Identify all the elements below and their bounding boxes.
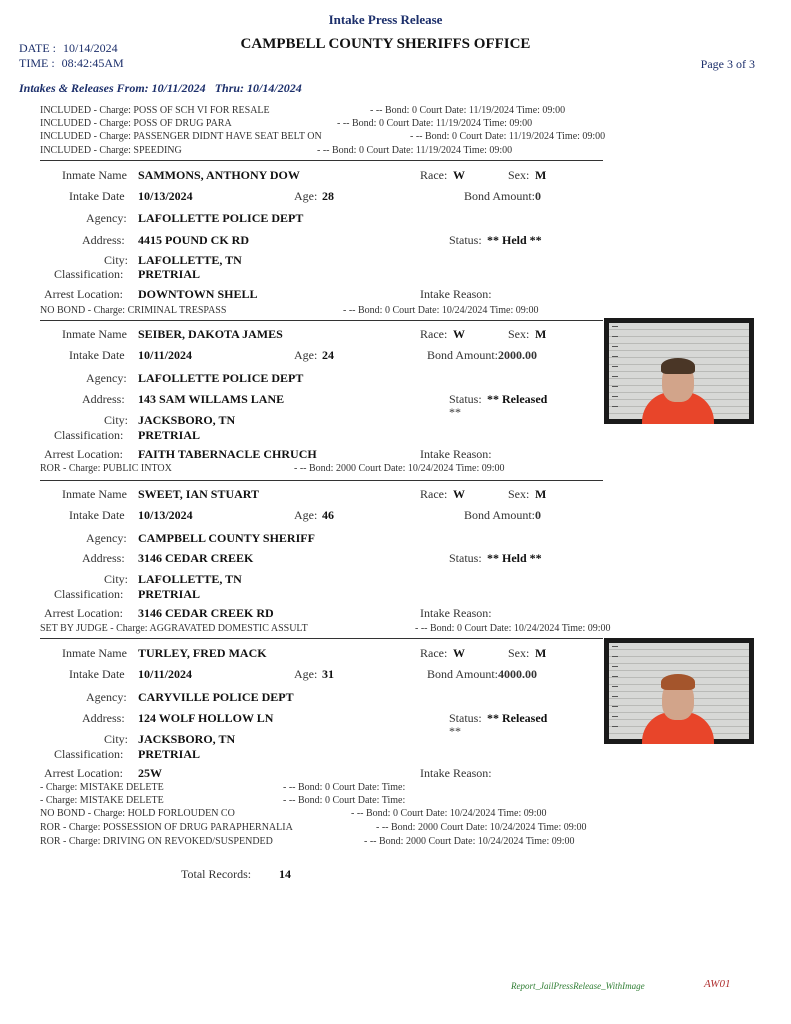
status-value-cont: ** <box>449 724 461 738</box>
city-value: LAFOLLETTE, TN <box>138 572 242 586</box>
status-value: ** Released <box>487 711 548 725</box>
address-value: 3146 CEDAR CREEK <box>138 551 254 565</box>
report-name: Report_JailPressRelease_WithImage <box>511 981 645 991</box>
address-label: Address: <box>82 711 125 725</box>
race-label: Race: <box>420 646 448 660</box>
bond-amount: Bond Amount:2000.00 <box>427 348 538 362</box>
intake-reason-label: Intake Reason: <box>420 447 492 461</box>
city-value: JACKSBORO, TN <box>138 732 236 746</box>
time-line <box>19 56 124 71</box>
age-value: 46 <box>322 508 334 522</box>
charge-line: SET BY JUDGE - Charge: AGGRAVATED DOMESTIC ASSULT - -- Bond: 0 Court Date: 10/24/2024 Time: 09:00 <box>40 623 611 634</box>
inmate-name-label: Inmate Name <box>62 646 127 660</box>
intake-date-label: Intake Date <box>69 508 125 522</box>
classification-value: PRETRIAL <box>138 267 201 281</box>
inmate-name-label: Inmate Name <box>62 327 127 341</box>
record-separator <box>40 320 603 321</box>
inmate-name: SWEET, IAN STUART <box>138 487 260 501</box>
race-label: Race: <box>420 327 448 341</box>
race-label: Race: <box>420 168 448 182</box>
charge-line: INCLUDED - Charge: POSS OF SCH VI FOR RESALE - -- Bond: 0 Court Date: 11/19/2024 Time: 09:00 <box>40 105 566 116</box>
arrest-location-label: Arrest Location: <box>44 447 123 461</box>
intake-date-label: Intake Date <box>69 348 125 362</box>
inmate-name-label: Inmate Name <box>62 487 127 501</box>
agency-value: LAFOLLETTE POLICE DEPT <box>138 211 304 225</box>
address-value: 124 WOLF HOLLOW LN <box>138 711 274 725</box>
intake-reason-label: Intake Reason: <box>420 287 492 301</box>
sex-label: Sex: <box>508 327 530 341</box>
age-value: 31 <box>322 667 334 681</box>
city-value: LAFOLLETTE, TN <box>138 253 242 267</box>
city-label: City: <box>104 253 129 267</box>
status-label: Status: <box>449 392 482 406</box>
record-separator <box>40 638 603 639</box>
date-label: DATE : <box>19 41 56 55</box>
sex-label: Sex: <box>508 646 530 660</box>
date-value: 10/14/2024 <box>63 41 118 55</box>
classification-value: PRETRIAL <box>138 587 201 601</box>
sex-value: M <box>535 646 547 660</box>
inmate-name-label: Inmate Name <box>62 168 127 182</box>
classification-value: PRETRIAL <box>138 428 201 442</box>
classification-label: Classification: <box>54 747 124 761</box>
classification-label: Classification: <box>54 428 124 442</box>
total-records-label: Total Records: <box>181 867 252 881</box>
agency-label: Agency: <box>86 371 127 385</box>
arrest-location-value: 3146 CEDAR CREEK RD <box>138 606 274 620</box>
page-number: Page 3 of 3 <box>700 57 755 71</box>
classification-value: PRETRIAL <box>138 747 201 761</box>
total-records-value: 14 <box>279 867 291 881</box>
agency-label: Agency: <box>86 690 127 704</box>
age-value: 28 <box>322 189 334 203</box>
arrest-location-label: Arrest Location: <box>44 606 123 620</box>
age-label: Age: <box>294 189 318 203</box>
time-label: TIME : <box>19 56 55 70</box>
charge-line: - Charge: MISTAKE DELETE - -- Bond: 0 Court Date: Time: <box>40 782 406 793</box>
mugshot-photo <box>604 638 754 744</box>
status-label: Status: <box>449 551 482 565</box>
age-label: Age: <box>294 508 318 522</box>
charge-line: - Charge: MISTAKE DELETE - -- Bond: 0 Court Date: Time: <box>40 795 406 806</box>
inmate-name: SEIBER, DAKOTA JAMES <box>138 327 283 341</box>
city-value: JACKSBORO, TN <box>138 413 236 427</box>
intake-date: 10/13/2024 <box>138 189 193 203</box>
inmate-name: SAMMONS, ANTHONY DOW <box>138 168 300 182</box>
charge-line: NO BOND - Charge: HOLD FORLOUDEN CO - -- Bond: 0 Court Date: 10/24/2024 Time: 09:00 <box>40 808 547 819</box>
time-value: 08:42:45AM <box>61 56 124 70</box>
intake-date: 10/13/2024 <box>138 508 193 522</box>
charge-line: NO BOND - Charge: CRIMINAL TRESPASS - -- Bond: 0 Court Date: 10/24/2024 Time: 09:00 <box>40 305 539 316</box>
record-separator <box>40 160 603 161</box>
city-label: City: <box>104 572 129 586</box>
address-label: Address: <box>82 392 125 406</box>
race-value: W <box>453 646 465 660</box>
inmate-name: TURLEY, FRED MACK <box>138 646 267 660</box>
report-code: AW01 <box>704 978 731 990</box>
office-name: CAMPBELL COUNTY SHERIFFS OFFICE <box>240 36 531 52</box>
date-range <box>19 81 302 96</box>
arrest-location-value: DOWNTOWN SHELL <box>138 287 258 301</box>
intake-reason-label: Intake Reason: <box>420 766 492 780</box>
age-label: Age: <box>294 667 318 681</box>
race-label: Race: <box>420 487 448 501</box>
city-label: City: <box>104 413 129 427</box>
race-value: W <box>453 327 465 341</box>
range-from: 10/11/2024 <box>151 81 206 95</box>
charge-line: INCLUDED - Charge: SPEEDING - -- Bond: 0 Court Date: 11/19/2024 Time: 09:00 <box>40 145 513 156</box>
charge-line: ROR - Charge: PUBLIC INTOX - -- Bond: 2000 Court Date: 10/24/2024 Time: 09:00 <box>40 463 505 474</box>
intake-date-label: Intake Date <box>69 189 125 203</box>
agency-value: CAMPBELL COUNTY SHERIFF <box>138 531 315 545</box>
status-label: Status: <box>449 711 482 725</box>
charge-line: ROR - Charge: DRIVING ON REVOKED/SUSPENDED - -- Bond: 2000 Court Date: 10/24/2024 Time: 09:00 <box>40 836 575 847</box>
charge-line: INCLUDED - Charge: POSS OF DRUG PARA - -- Bond: 0 Court Date: 11/19/2024 Time: 09:00 <box>40 118 533 129</box>
status-value-cont: ** <box>449 405 461 419</box>
bond-amount: Bond Amount:0 <box>464 189 542 203</box>
address-label: Address: <box>82 551 125 565</box>
sex-value: M <box>535 487 547 501</box>
classification-label: Classification: <box>54 587 124 601</box>
agency-label: Agency: <box>86 531 127 545</box>
range-label: Intakes & Releases From: <box>19 81 149 95</box>
race-value: W <box>453 487 465 501</box>
sex-value: M <box>535 168 547 182</box>
race-value: W <box>453 168 465 182</box>
arrest-location-label: Arrest Location: <box>44 766 123 780</box>
age-value: 24 <box>322 348 334 362</box>
mugshot-photo <box>604 318 754 424</box>
status-value: ** Held ** <box>487 551 542 565</box>
address-value: 143 SAM WILLAMS LANE <box>138 392 285 406</box>
arrest-location-value: FAITH TABERNACLE CHRUCH <box>138 447 317 461</box>
charge-line: ROR - Charge: POSSESSION OF DRUG PARAPHERNALIA - -- Bond: 2000 Court Date: 10/24/2024 Time: 09:00 <box>40 822 587 833</box>
intake-date: 10/11/2024 <box>138 348 193 362</box>
agency-label: Agency: <box>86 211 127 225</box>
record-separator <box>40 480 603 481</box>
age-label: Age: <box>294 348 318 362</box>
sex-value: M <box>535 327 547 341</box>
report-title: Intake Press Release <box>328 12 443 27</box>
status-value: ** Held ** <box>487 233 542 247</box>
address-label: Address: <box>82 233 125 247</box>
bond-amount: Bond Amount:4000.00 <box>427 667 538 681</box>
city-label: City: <box>104 732 129 746</box>
intake-reason-label: Intake Reason: <box>420 606 492 620</box>
sex-label: Sex: <box>508 168 530 182</box>
intake-date: 10/11/2024 <box>138 667 193 681</box>
intake-date-label: Intake Date <box>69 667 125 681</box>
sex-label: Sex: <box>508 487 530 501</box>
address-value: 4415 POUND CK RD <box>138 233 249 247</box>
status-label: Status: <box>449 233 482 247</box>
agency-value: CARYVILLE POLICE DEPT <box>138 690 294 704</box>
charge-line: INCLUDED - Charge: PASSENGER DIDNT HAVE SEAT BELT ON - -- Bond: 0 Court Date: 11/19/2024 Time: 09:00 <box>40 131 606 142</box>
classification-label: Classification: <box>54 267 124 281</box>
arrest-location-value: 25W <box>138 766 162 780</box>
arrest-location-label: Arrest Location: <box>44 287 123 301</box>
date-line <box>19 41 118 56</box>
range-thru-label: Thru: <box>214 81 245 95</box>
range-thru: 10/14/2024 <box>247 81 302 95</box>
bond-amount: Bond Amount:0 <box>464 508 542 522</box>
status-value: ** Released <box>487 392 548 406</box>
agency-value: LAFOLLETTE POLICE DEPT <box>138 371 304 385</box>
